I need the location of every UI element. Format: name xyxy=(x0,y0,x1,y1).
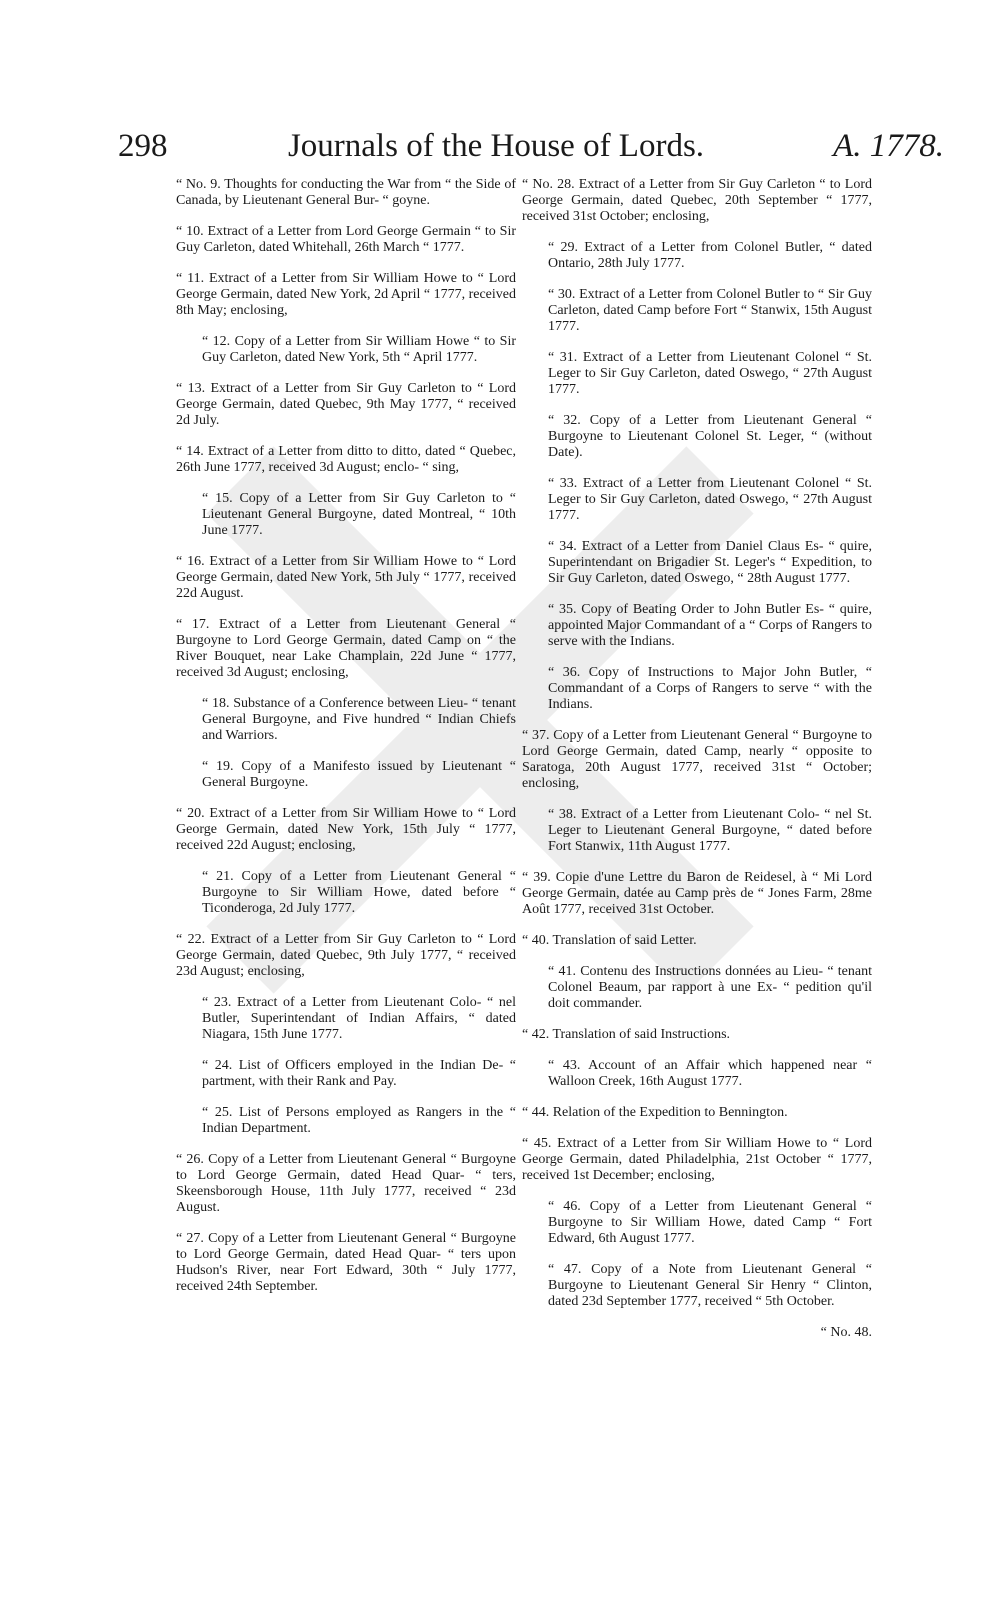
list-item: “ 10. Extract of a Letter from Lord George Germain “ to Sir Guy Carleton, dated Whitehall, 26th March “ 1777. xyxy=(176,224,516,255)
list-item: “ 47. Copy of a Note from Lieutenant General “ Burgoyne to Lieutenant General Sir Henry “ Clinton, dated 23d September 1777, received “ 5th October. xyxy=(548,1262,872,1309)
list-item: “ 18. Substance of a Conference between Lieu- “ tenant General Burgoyne, and Five hundred “ Indian Chiefs and Warriors. xyxy=(202,696,516,743)
list-item: “ 36. Copy of Instructions to Major John Butler, “ Commandant of a Corps of Rangers to serve “ with the Indians. xyxy=(548,665,872,712)
list-item: “ No. 28. Extract of a Letter from Sir Guy Carleton “ to Lord George Germain, dated Quebec, 20th September “ 1777, received 31st October; enclosing, xyxy=(522,177,872,224)
page-title: Journals of the House of Lords. xyxy=(287,128,705,164)
list-item: “ 41. Contenu des Instructions données au Lieu- “ tenant Colonel Beaum, par rapport à une Ex- “ pedition qu'il doit commander. xyxy=(548,964,872,1011)
list-item: “ 26. Copy of a Letter from Lieutenant General “ Burgoyne to Lord George Germain, dated Head Quar- “ ters, Skeensborough House, 11th July 1777, received “ 23d August. xyxy=(176,1152,516,1215)
list-item: “ 31. Extract of a Letter from Lieutenant Colonel “ St. Leger to Sir Guy Carleton, dated Oswego, “ 27th August 1777. xyxy=(548,350,872,397)
list-item: “ 32. Copy of a Letter from Lieutenant General “ Burgoyne to Lieutenant Colonel St. Leger, “ (without Date). xyxy=(548,413,872,460)
list-item: “ 29. Extract of a Letter from Colonel Butler, “ dated Ontario, 28th July 1777. xyxy=(548,240,872,271)
list-item: “ 38. Extract of a Letter from Lieutenant Colo- “ nel St. Leger to Lieutenant General Burgoyne, “ dated before Fort Stanwix, 11th August 1777. xyxy=(548,807,872,854)
list-item: “ 43. Account of an Affair which happened near “ Walloon Creek, 16th August 1777. xyxy=(548,1058,872,1089)
page-number: 298 xyxy=(118,128,168,164)
year-label: A. 1778. xyxy=(833,128,944,164)
list-item: “ 11. Extract of a Letter from Sir William Howe to “ Lord George Germain, dated New York, 2d April “ 1777, received 8th May; enclosing, xyxy=(176,271,516,318)
list-item: “ 44. Relation of the Expedition to Bennington. xyxy=(522,1105,788,1120)
list-item: “ 14. Extract of a Letter from ditto to ditto, dated “ Quebec, 26th June 1777, received 3d August; enclo- “ sing, xyxy=(176,444,516,475)
list-item: “ 13. Extract of a Letter from Sir Guy Carleton to “ Lord George Germain, dated Quebec, 9th May 1777, “ received 2d July. xyxy=(176,381,516,428)
page-header xyxy=(0,128,992,176)
list-item: “ 20. Extract of a Letter from Sir William Howe to “ Lord George Germain, dated New York, 15th July “ 1777, received 22d August; enclosing, xyxy=(176,806,516,853)
catchword: “ No. 48. xyxy=(820,1325,872,1340)
list-item: “ 24. List of Officers employed in the Indian De- “ partment, with their Rank and Pay. xyxy=(202,1058,516,1089)
list-item: “ 39. Copie d'une Lettre du Baron de Reidesel, à “ Mi Lord George Germain, datée au Camp près de “ Jones Farm, 28me Août 1777, received 31st October. xyxy=(522,870,872,917)
list-item: “ 42. Translation of said Instructions. xyxy=(522,1027,731,1042)
list-item: “ 35. Copy of Beating Order to John Butler Es- “ quire, appointed Major Commandant of a “ Corps of Rangers to serve with the Indians. xyxy=(548,602,872,649)
list-item: “ 19. Copy of a Manifesto issued by Lieutenant “ General Burgoyne. xyxy=(202,759,516,790)
list-item: “ 34. Extract of a Letter from Daniel Claus Es- “ quire, Superintendant on Brigadier St. Leger's “ Expedition, to Sir Guy Carleton, dated Oswego, “ 28th August 1777. xyxy=(548,539,872,586)
list-item: “ 33. Extract of a Letter from Lieutenant Colonel “ St. Leger to Sir Guy Carleton, dated Oswego, “ 27th August 1777. xyxy=(548,476,872,523)
left-column xyxy=(176,177,516,1310)
list-item: “ 23. Extract of a Letter from Lieutenant Colo- “ nel Butler, Superintendant of Indian Affairs, “ dated Niagara, 15th June 1777. xyxy=(202,995,516,1042)
list-item: “ 15. Copy of a Letter from Sir Guy Carleton to “ Lieutenant General Burgoyne, dated Montreal, “ 10th June 1777. xyxy=(202,491,516,538)
list-item: “ 25. List of Persons employed as Rangers in the “ Indian Department. xyxy=(202,1105,516,1136)
list-item: “ 45. Extract of a Letter from Sir William Howe to “ Lord George Germain, dated Philadelphia, 21st October “ 1777, received 1st December; enclosing, xyxy=(522,1136,872,1183)
list-item: “ 40. Translation of said Letter. xyxy=(522,933,697,948)
list-item: “ 22. Extract of a Letter from Sir Guy Carleton to “ Lord George Germain, dated Quebec, 9th July 1777, “ received 23d August; enclosing, xyxy=(176,932,516,979)
right-column xyxy=(522,177,872,1341)
list-item: “ 12. Copy of a Letter from Sir William Howe “ to Sir Guy Carleton, dated New York, 5th “ April 1777. xyxy=(202,334,516,365)
list-item: “ 17. Extract of a Letter from Lieutenant General “ Burgoyne to Lord George Germain, dated Camp on “ the River Bouquet, near Lake Champlain, 22d June “ 1777, received 3d August; enclosing, xyxy=(176,617,516,680)
list-item: “ 21. Copy of a Letter from Lieutenant General “ Burgoyne to Sir William Howe, dated before “ Ticonderoga, 2d July 1777. xyxy=(202,869,516,916)
list-item: “ 30. Extract of a Letter from Colonel Butler to “ Sir Guy Carleton, dated Camp before Fort “ Stanwix, 15th August 1777. xyxy=(548,287,872,334)
list-item: “ No. 9. Thoughts for conducting the War from “ the Side of Canada, by Lieutenant General Bur- “ goyne. xyxy=(176,177,516,208)
list-item: “ 16. Extract of a Letter from Sir William Howe to “ Lord George Germain, dated New York, 5th July “ 1777, received 22d August. xyxy=(176,554,516,601)
right-entries-list xyxy=(522,177,872,1310)
list-item: “ 27. Copy of a Letter from Lieutenant General “ Burgoyne to Lord George Germain, dated Head Quar- “ ters upon Hudson's River, near Fort Edward, 30th “ July 1777, received 24th September. xyxy=(176,1231,516,1294)
list-item: “ 37. Copy of a Letter from Lieutenant General “ Burgoyne to Lord George Germain, dated Camp, nearly “ opposite to Saratoga, 20th August 1777, received 31st “ October; enclosing, xyxy=(522,728,872,791)
list-item: “ 46. Copy of a Letter from Lieutenant General “ Burgoyne to Sir William Howe, dated Camp “ Fort Edward, 6th August 1777. xyxy=(548,1199,872,1246)
